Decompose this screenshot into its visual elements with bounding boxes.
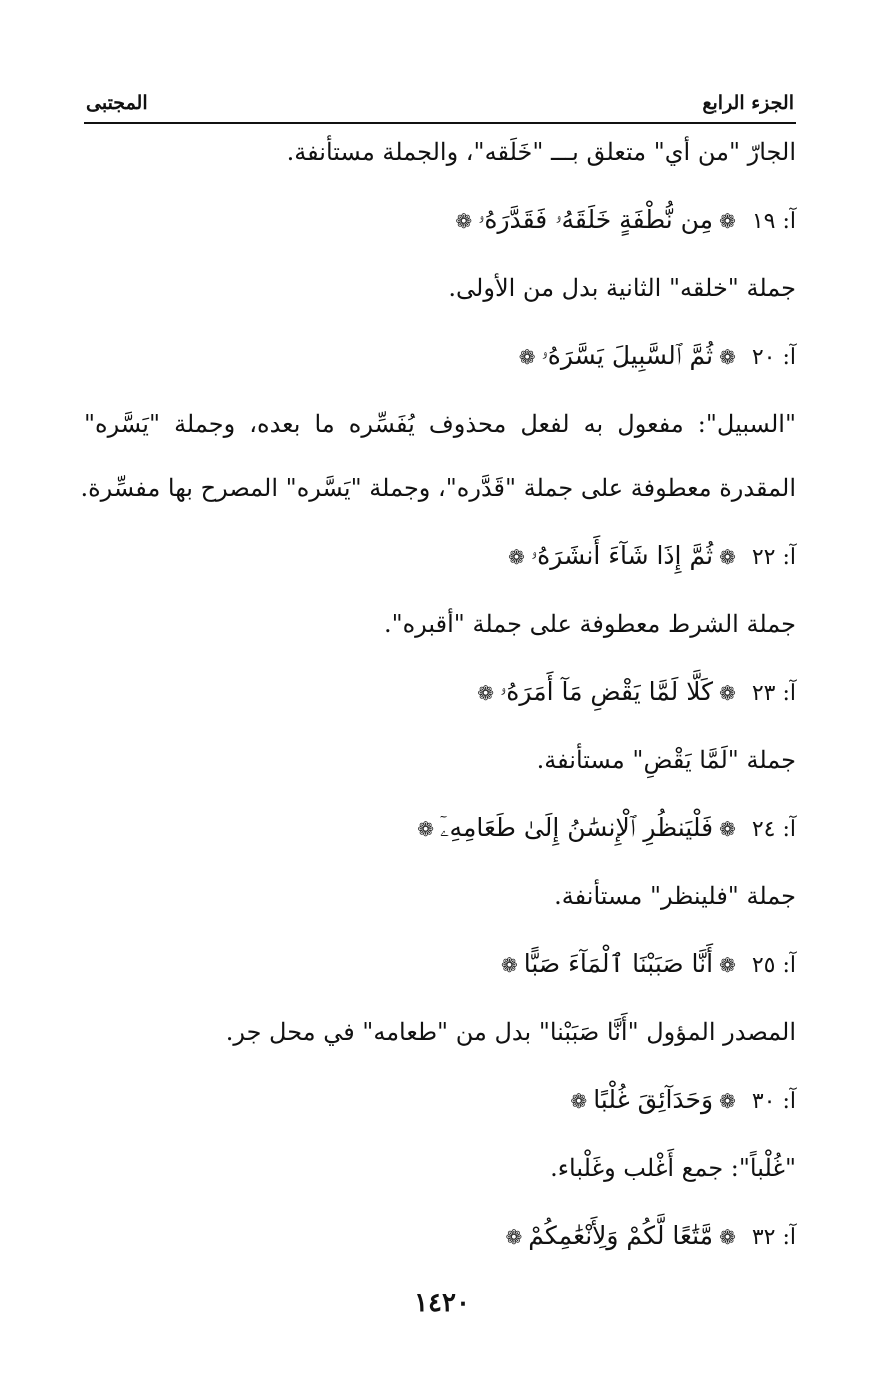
quran-text: مَّتَٰعًا لَّكُمْ وَلِأَنْعَٰمِكُمْ: [528, 1221, 714, 1250]
verse-reference: آ: ١٩: [751, 209, 796, 234]
ornament-open-icon: ❁: [719, 817, 736, 841]
page-number: ١٤٢٠: [414, 1288, 470, 1318]
verse-reference: آ: ٢٠: [751, 345, 796, 370]
ornament-open-icon: ❁: [719, 545, 736, 569]
verse-line: [84, 328, 796, 384]
ornament-open-icon: ❁: [719, 209, 736, 233]
ornament-open-icon: ❁: [719, 681, 736, 705]
quran-text: ثُمَّ ٱلسَّبِيلَ يَسَّرَهُۥ: [541, 341, 714, 370]
ornament-close-icon: ❁: [417, 817, 435, 841]
verse-reference: آ: ٢٥: [751, 953, 796, 978]
commentary-line: "غُلْباً": جمع أَغْلب وغَلْباء.: [550, 1154, 796, 1182]
commentary-line: جملة الشرط معطوفة على جملة "أقبره".: [383, 610, 796, 638]
commentary-line: جملة "لَمَّا يَقْضِ" مستأنفة.: [536, 746, 796, 774]
verse-reference: آ: ٢٢: [751, 545, 796, 570]
commentary-line: "السبيل": مفعول به لفعل محذوف يُفَسِّره ما بعده، وجملة "يَسَّره": [84, 410, 796, 438]
verse-reference: آ: ٢٤: [751, 817, 796, 842]
ornament-close-icon: ❁: [570, 1089, 588, 1113]
quran-text: ثُمَّ إِذَا شَآءَ أَنشَرَهُۥ: [530, 541, 714, 570]
commentary-line: المقدرة معطوفة على جملة "قَدَّره"، وجملة "يَسَّره" المصرح بها مفسِّرة.: [80, 474, 796, 502]
ornament-close-icon: ❁: [518, 345, 536, 369]
verse-line: [84, 192, 796, 248]
ornament-open-icon: ❁: [719, 1225, 736, 1249]
ornament-close-icon: ❁: [505, 1225, 523, 1249]
ornament-close-icon: ❁: [508, 545, 525, 569]
ornament-close-icon: ❁: [500, 953, 518, 977]
quran-text: مِن نُّطْفَةٍ خَلَقَهُۥ فَقَدَّرَهُۥ: [478, 205, 714, 234]
quran-text: فَلْيَنظُرِ ٱلْإِنسَٰنُ إِلَىٰ طَعَامِهِۦٓ: [440, 813, 714, 842]
ornament-open-icon: ❁: [719, 953, 736, 977]
verse-line: [84, 936, 796, 992]
running-header: [84, 88, 796, 124]
ornament-open-icon: ❁: [719, 1089, 736, 1113]
verse-reference: آ: ٣٠: [751, 1089, 796, 1114]
quran-text: أَنَّا صَبَبْنَا ٱلْمَآءَ صَبًّا: [523, 949, 714, 978]
verse-reference: آ: ٣٢: [751, 1225, 796, 1250]
commentary-line: جملة "خلقه" الثانية بدل من الأولى.: [448, 274, 796, 302]
header-part-title: الجزء الرابع: [702, 92, 794, 114]
verse-line: [84, 800, 796, 856]
commentary-line: جملة "فلينظر" مستأنفة.: [554, 882, 796, 910]
commentary-line: المصدر المؤول "أَنَّا صَبَبْنا" بدل من "طعامه" في محل جر.: [225, 1018, 796, 1046]
header-book-title: المجتبى: [86, 92, 148, 114]
quran-text: كَلَّا لَمَّا يَقْضِ مَآ أَمَرَهُۥ: [500, 677, 714, 706]
ornament-close-icon: ❁: [477, 681, 495, 705]
verse-line: [84, 1208, 796, 1264]
ornament-close-icon: ❁: [455, 209, 473, 233]
ornament-open-icon: ❁: [719, 345, 736, 369]
verse-line: [84, 528, 796, 584]
commentary-line: الجارّ "من أي" متعلق بـــ "خَلَقه"، والجملة مستأنفة.: [286, 138, 796, 166]
quran-text: وَحَدَآئِقَ غُلْبًا: [593, 1085, 714, 1114]
verse-line: [84, 1072, 796, 1128]
verse-line: [84, 664, 796, 720]
verse-reference: آ: ٢٣: [751, 681, 796, 706]
